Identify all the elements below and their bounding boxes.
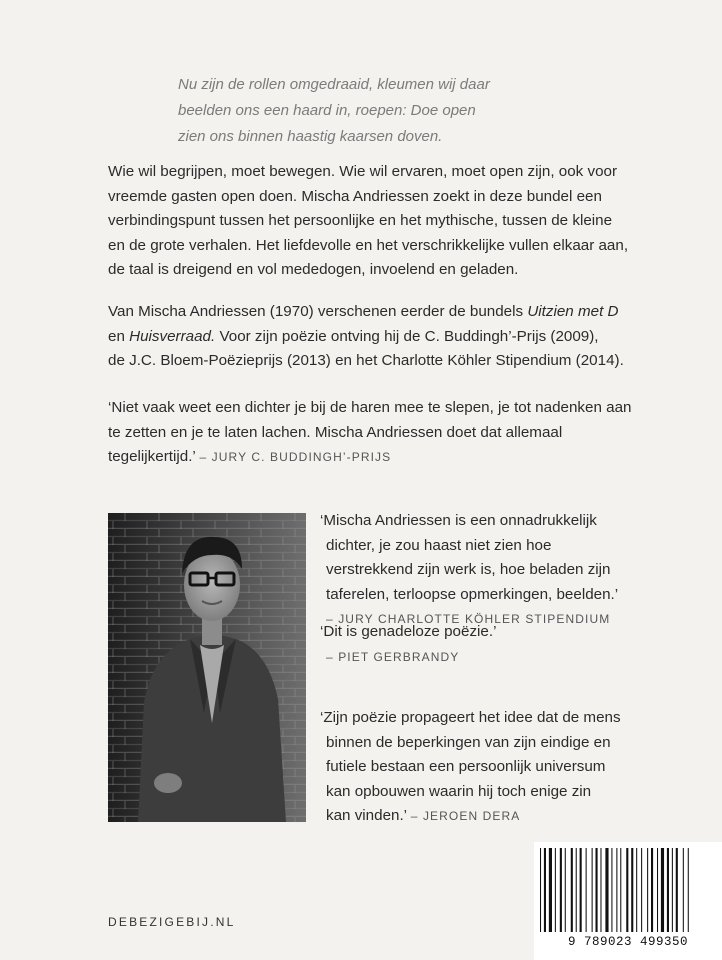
barcode-bar xyxy=(631,848,633,932)
quote-line: binnen de beperkingen van zijn eindige en xyxy=(326,733,611,751)
bio-text: en xyxy=(108,327,130,345)
barcode-bar xyxy=(565,848,566,932)
quote-line: te zetten en je te laten lachen. Mischa Andriessen doet dat allemaal xyxy=(108,423,563,441)
quote-attribution: – JEROEN DERA xyxy=(410,809,521,823)
description-line: de taal is dreigend en vol mededogen, invoelend en geladen. xyxy=(108,261,519,278)
barcode-bar xyxy=(571,848,573,932)
barcode-bar xyxy=(661,848,664,932)
quote-jury-buddingh xyxy=(108,396,708,470)
poem-line: beelden ons een haard in, roepen: Doe open xyxy=(178,102,476,119)
description-line: verbindingspunt tussen het persoonlijke en het mythische, tussen de kleine xyxy=(108,212,613,229)
quote-line: ‘Dit is genadeloze poëzie.’ xyxy=(320,623,497,640)
quote-line xyxy=(108,445,708,470)
bio-line xyxy=(108,325,708,350)
bio-text: Voor zijn poëzie ontving hij de C. Buddingh’-Prijs (2009), xyxy=(215,327,599,345)
barcode-bar xyxy=(596,848,598,932)
barcode-bar xyxy=(580,848,582,932)
barcode-bar xyxy=(651,848,653,932)
author-photo xyxy=(108,513,306,822)
quote-jury-kohler xyxy=(320,509,710,632)
description-paragraph xyxy=(108,160,708,283)
barcode-bar xyxy=(626,848,628,932)
quote-line: verstrekkend zijn werk is, hoe beladen zijn xyxy=(326,561,611,578)
bio-text: Van Mischa Andriessen (1970) verschenen eerder de bundels xyxy=(108,303,528,320)
barcode-bar xyxy=(555,848,556,932)
quote-gerbrandy xyxy=(320,620,710,669)
barcode-bar xyxy=(667,848,669,932)
barcode-bar xyxy=(636,848,637,932)
barcode-bar xyxy=(676,848,678,932)
barcode-bar xyxy=(672,848,673,932)
quote-line: ‘Zijn poëzie propageert het idee dat de mens xyxy=(320,709,621,726)
quote-text: kan vinden.’ xyxy=(326,807,407,824)
poem-excerpt xyxy=(178,72,698,150)
isbn-number: 9 789023 499350 xyxy=(567,935,689,949)
quote-line: futiele bestaan een persoonlijk universum xyxy=(326,758,606,775)
quote-line: kan opbouwen waarin hij toch enige zin xyxy=(326,782,592,800)
barcode-bar xyxy=(688,848,689,932)
description-line: en de grote verhalen. Het liefdevolle en het verschrikkelijke vullen elkaar aan, xyxy=(108,236,629,254)
bio-line: de J.C. Bloem-Poëzieprijs (2013) en het Charlotte Köhler Stipendium (2014). xyxy=(108,352,624,369)
barcode-bar xyxy=(641,848,642,932)
barcode-bar xyxy=(576,848,577,932)
barcode-bar xyxy=(600,848,601,932)
barcode-bar xyxy=(560,848,562,932)
quote-attribution: – JURY CHARLOTTE KÖHLER STIPENDIUM xyxy=(326,612,611,626)
barcode-bar xyxy=(616,848,617,932)
barcode-bars xyxy=(534,842,722,934)
barcode-bar xyxy=(592,848,593,932)
barcode-bar xyxy=(611,848,612,932)
barcode-bar xyxy=(544,848,546,932)
barcode-bar xyxy=(605,848,608,932)
barcode-bar xyxy=(620,848,621,932)
description-line: vreemde gasten open doen. Mischa Andriessen zoekt in deze bundel een xyxy=(108,187,602,205)
book-title: Uitzien met D xyxy=(527,303,619,320)
barcode-bar xyxy=(586,848,587,932)
quote-attribution: – PIET GERBRANDY xyxy=(326,649,460,664)
quote-line xyxy=(320,804,710,829)
quote-line: ‘Mischa Andriessen is een onnadrukkelijk xyxy=(320,512,597,529)
quote-dera xyxy=(320,706,710,829)
publisher-website: DEBEZIGEBIJ.NL xyxy=(108,915,236,929)
book-title: Huisverraad. xyxy=(129,327,216,345)
quote-line: ‘Niet vaak weet een dichter je bij de haren mee te slepen, je tot nadenken aan xyxy=(108,399,632,416)
barcode-bar xyxy=(683,848,684,932)
barcode-bar xyxy=(657,848,658,932)
quote-line: taferelen, terloopse opmerkingen, beelden.’ xyxy=(326,585,619,603)
quote-line: dichter, je zou haast niet zien hoe xyxy=(326,536,552,554)
author-bio xyxy=(108,300,708,374)
quote-attribution: – JURY C. BUDDINGH’-PRIJS xyxy=(199,450,392,464)
barcode-bar xyxy=(647,848,648,932)
description-line: Wie wil begrijpen, moet bewegen. Wie wil ervaren, moet open zijn, ook voor xyxy=(108,163,618,180)
poem-line: zien ons binnen haastig kaarsen doven. xyxy=(178,128,443,145)
bio-line xyxy=(108,300,708,325)
barcode-bar xyxy=(540,848,541,932)
poem-line: Nu zijn de rollen omgedraaid, kleumen wij daar xyxy=(178,76,490,93)
barcode-bar xyxy=(549,848,552,932)
isbn-barcode xyxy=(534,842,722,960)
quote-text: tegelijkertijd.’ xyxy=(108,448,196,465)
